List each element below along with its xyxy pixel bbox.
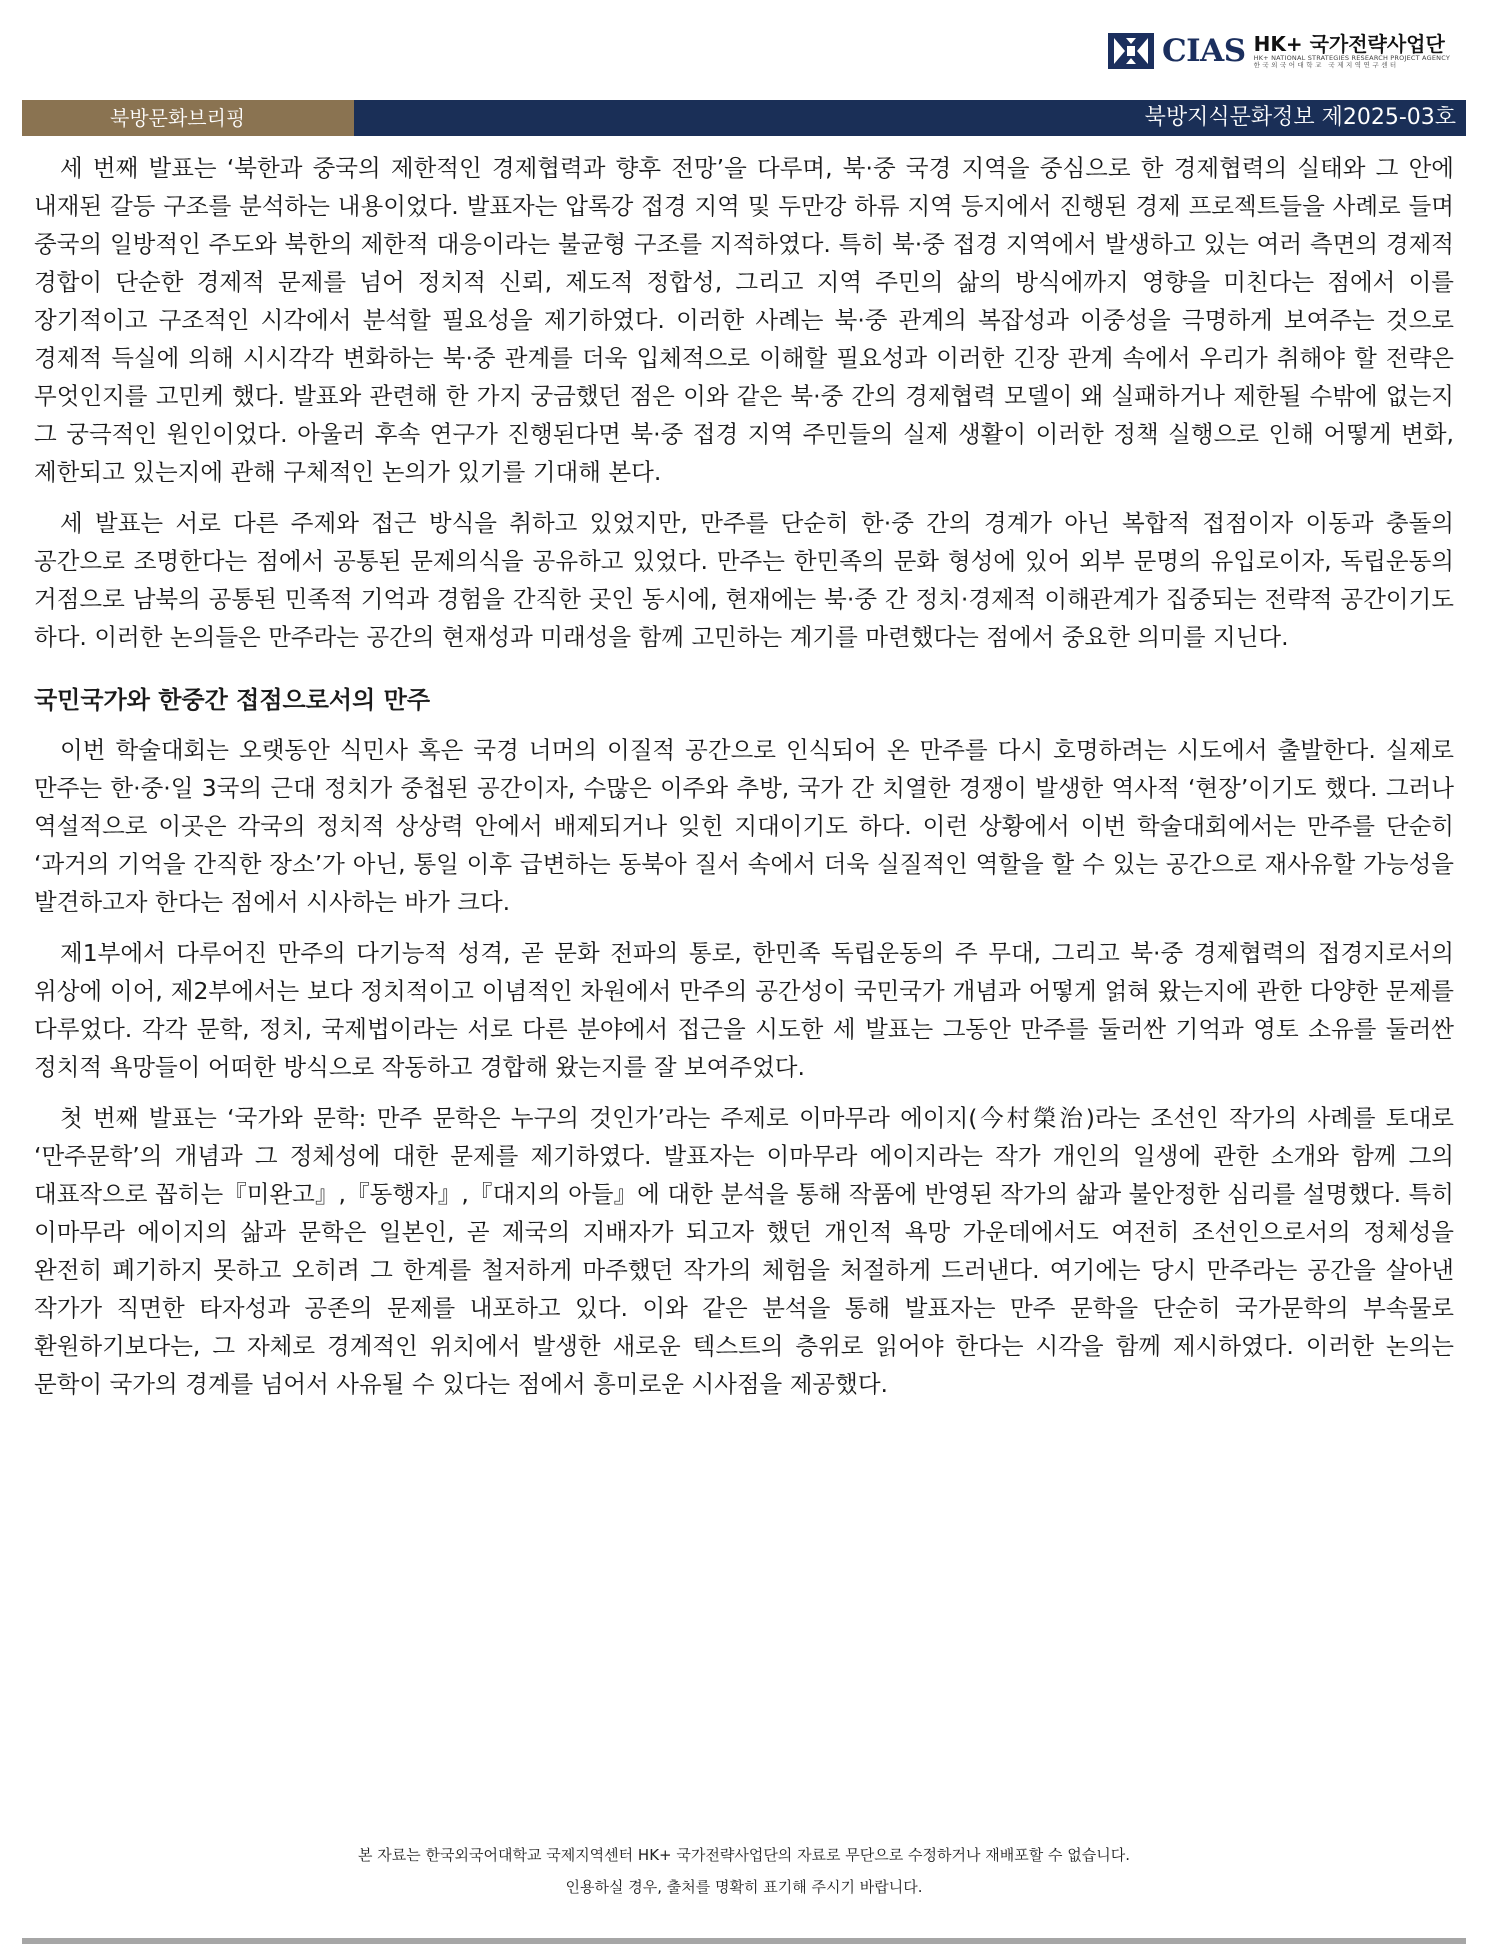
logo-title: HK+ 국가전략사업단 [1253, 31, 1445, 56]
article-body [34, 149, 1454, 1416]
logo-subtitle-en: HK+ NATIONAL STRATEGIES RESEARCH PROJECT AGENCY [1253, 53, 1450, 62]
cias-logo [1106, 26, 1450, 76]
issue-label: 북방지식문화정보 제2025-03호 [354, 100, 1466, 136]
logo-text-block [1254, 33, 1450, 69]
footer-rule [22, 1938, 1466, 1944]
footer-notice: 본 자료는 한국외국어대학교 국제지역센터 HK+ 국가전략사업단의 자료로 무단으로 수정하거나 재배포할 수 없습니다. [358, 1846, 1130, 1864]
header-bar [22, 100, 1466, 136]
paragraph: 세 발표는 서로 다른 주제와 접근 방식을 취하고 있었지만, 만주를 단순히 한·중 간의 경계가 아닌 복합적 접점이자 이동과 충돌의 공간으로 조명한다는 점에서 공통된 문제의식을 공유하고 있었다. 만주는 한민족의 문화 형성에 있어 외부 문명의 유입로이자, 독립운동의 거점으로 남북의 공통된 민족적 기억과 경험을 간직한 곳인 동시에, 현재에는 북·중 간 정치·경제적 이해관계가 집중되는 전략적 공간이기도 하다. 이러한 논의들은 만주라는 공간의 현재성과 미래성을 함께 고민하는 계기를 마련했다는 점에서 중요한 의미를 지닌다. [34, 509, 1454, 651]
cias-emblem-icon [1106, 29, 1156, 73]
logo-wordmark: CIAS [1162, 33, 1246, 69]
paragraph: 첫 번째 발표는 ‘국가와 문학: 만주 문학은 누구의 것인가’라는 주제로 이마무라 에이지(今村榮治)라는 조선인 작가의 사례를 토대로 ‘만주문학’의 개념과 그 정체성에 대한 문제를 제기하였다. 발표자는 이마무라 에이지라는 작가 개인의 일생에 관한 소개와 함께 그의 대표작으로 꼽히는『미완고』,『동행자』,『대지의 아들』에 대한 분석을 통해 작품에 반영된 작가의 삶과 불안정한 심리를 설명했다. 특히 이마무라 에이지의 삶과 문학은 일본인, 곧 제국의 지배자가 되고자 했던 개인적 욕망 가운데에서도 여전히 조선인으로서의 정체성을 완전히 폐기하지 못하고 오히려 그 한계를 철저하게 마주했던 작가의 체험을 처절하게 드러낸다. 여기에는 당시 만주라는 공간을 살아낸 작가가 직면한 타자성과 공존의 문제를 내포하고 있다. 이와 같은 분석을 통해 발표자는 만주 문학을 단순히 국가문학의 부속물로 환원하기보다는, 그 자체로 경계적인 위치에서 발생한 새로운 텍스트의 층위로 읽어야 한다는 시각을 함께 제시하였다. 이러한 논의는 문학이 국가의 경계를 넘어서 사유될 수 있다는 점에서 흥미로운 시사점을 제공했다. [34, 1104, 1454, 1398]
section-label: 북방문화브리핑 [22, 100, 354, 136]
paragraph: 세 번째 발표는 ‘북한과 중국의 제한적인 경제협력과 향후 전망’을 다루며, 북·중 국경 지역을 중심으로 한 경제협력의 실태와 그 안에 내재된 갈등 구조를 분석하는 내용이었다. 발표자는 압록강 접경 지역 및 두만강 하류 지역 등지에서 진행된 경제 프로젝트들을 사례로 들며 중국의 일방적인 주도와 북한의 제한적 대응이라는 불균형 구조를 지적하였다. 특히 북·중 접경 지역에서 발생하고 있는 여러 측면의 경제적 경합이 단순한 경제적 문제를 넘어 정치적 신뢰, 제도적 정합성, 그리고 지역 주민의 삶의 방식에까지 영향을 미친다는 점에서 이를 장기적이고 구조적인 시각에서 분석할 필요성을 제기하였다. 이러한 사례는 북·중 관계의 복잡성과 이중성을 극명하게 보여주는 것으로 경제적 득실에 의해 시시각각 변화하는 북·중 관계를 더욱 입체적으로 이해할 필요성과 이러한 긴장 관계 속에서 우리가 취해야 할 전략은 무엇인지를 고민케 했다. 발표와 관련해 한 가지 궁금했던 점은 이와 같은 북·중 간의 경제협력 모델이 왜 실패하거나 제한될 수밖에 없는지 그 궁극적인 원인이었다. 아울러 후속 연구가 진행된다면 북·중 접경 지역 주민들의 실제 생활이 이러한 정책 실행으로 인해 어떻게 변화, 제한되고 있는지에 관해 구체적인 논의가 있기를 기대해 본다. [34, 154, 1454, 486]
logo-subtitle-ko: 한국외국어대학교 국제지역연구센터 [1253, 61, 1399, 69]
section-heading: 국민국가와 한중간 접점으로서의 만주 [34, 686, 431, 714]
paragraph: 제1부에서 다루어진 만주의 다기능적 성격, 곧 문화 전파의 통로, 한민족 독립운동의 주 무대, 그리고 북·중 경제협력의 접경지로서의 위상에 이어, 제2부에서는 보다 정치적이고 이념적인 차원에서 만주의 공간성이 국민국가 개념과 어떻게 얽혀 왔는지에 관한 다양한 문제를 다루었다. 각각 문학, 정치, 국제법이라는 서로 다른 분야에서 접근을 시도한 세 발표는 그동안 만주를 둘러싼 기억과 영토 소유를 둘러싼 정치적 욕망들이 어떠한 방식으로 작동하고 경합해 왔는지를 잘 보여주었다. [34, 939, 1454, 1081]
footer-citation: 인용하실 경우, 출처를 명확히 표기해 주시기 바랍니다. [565, 1878, 923, 1896]
paragraph: 이번 학술대회는 오랫동안 식민사 혹은 국경 너머의 이질적 공간으로 인식되어 온 만주를 다시 호명하려는 시도에서 출발한다. 실제로 만주는 한·중·일 3국의 근대 정치가 중첩된 공간이자, 수많은 이주와 추방, 국가 간 치열한 경쟁이 발생한 역사적 ‘현장’이기도 했다. 그러나 역설적으로 이곳은 각국의 정치적 상상력 안에서 배제되거나 잊힌 지대이기도 하다. 이런 상황에서 이번 학술대회에서는 만주를 단순히 ‘과거의 기억을 간직한 장소’가 아닌, 통일 이후 급변하는 동북아 질서 속에서 더욱 실질적인 역할을 할 수 있는 공간으로 재사유할 가능성을 발견하고자 한다는 점에서 시사하는 바가 크다. [34, 736, 1454, 916]
